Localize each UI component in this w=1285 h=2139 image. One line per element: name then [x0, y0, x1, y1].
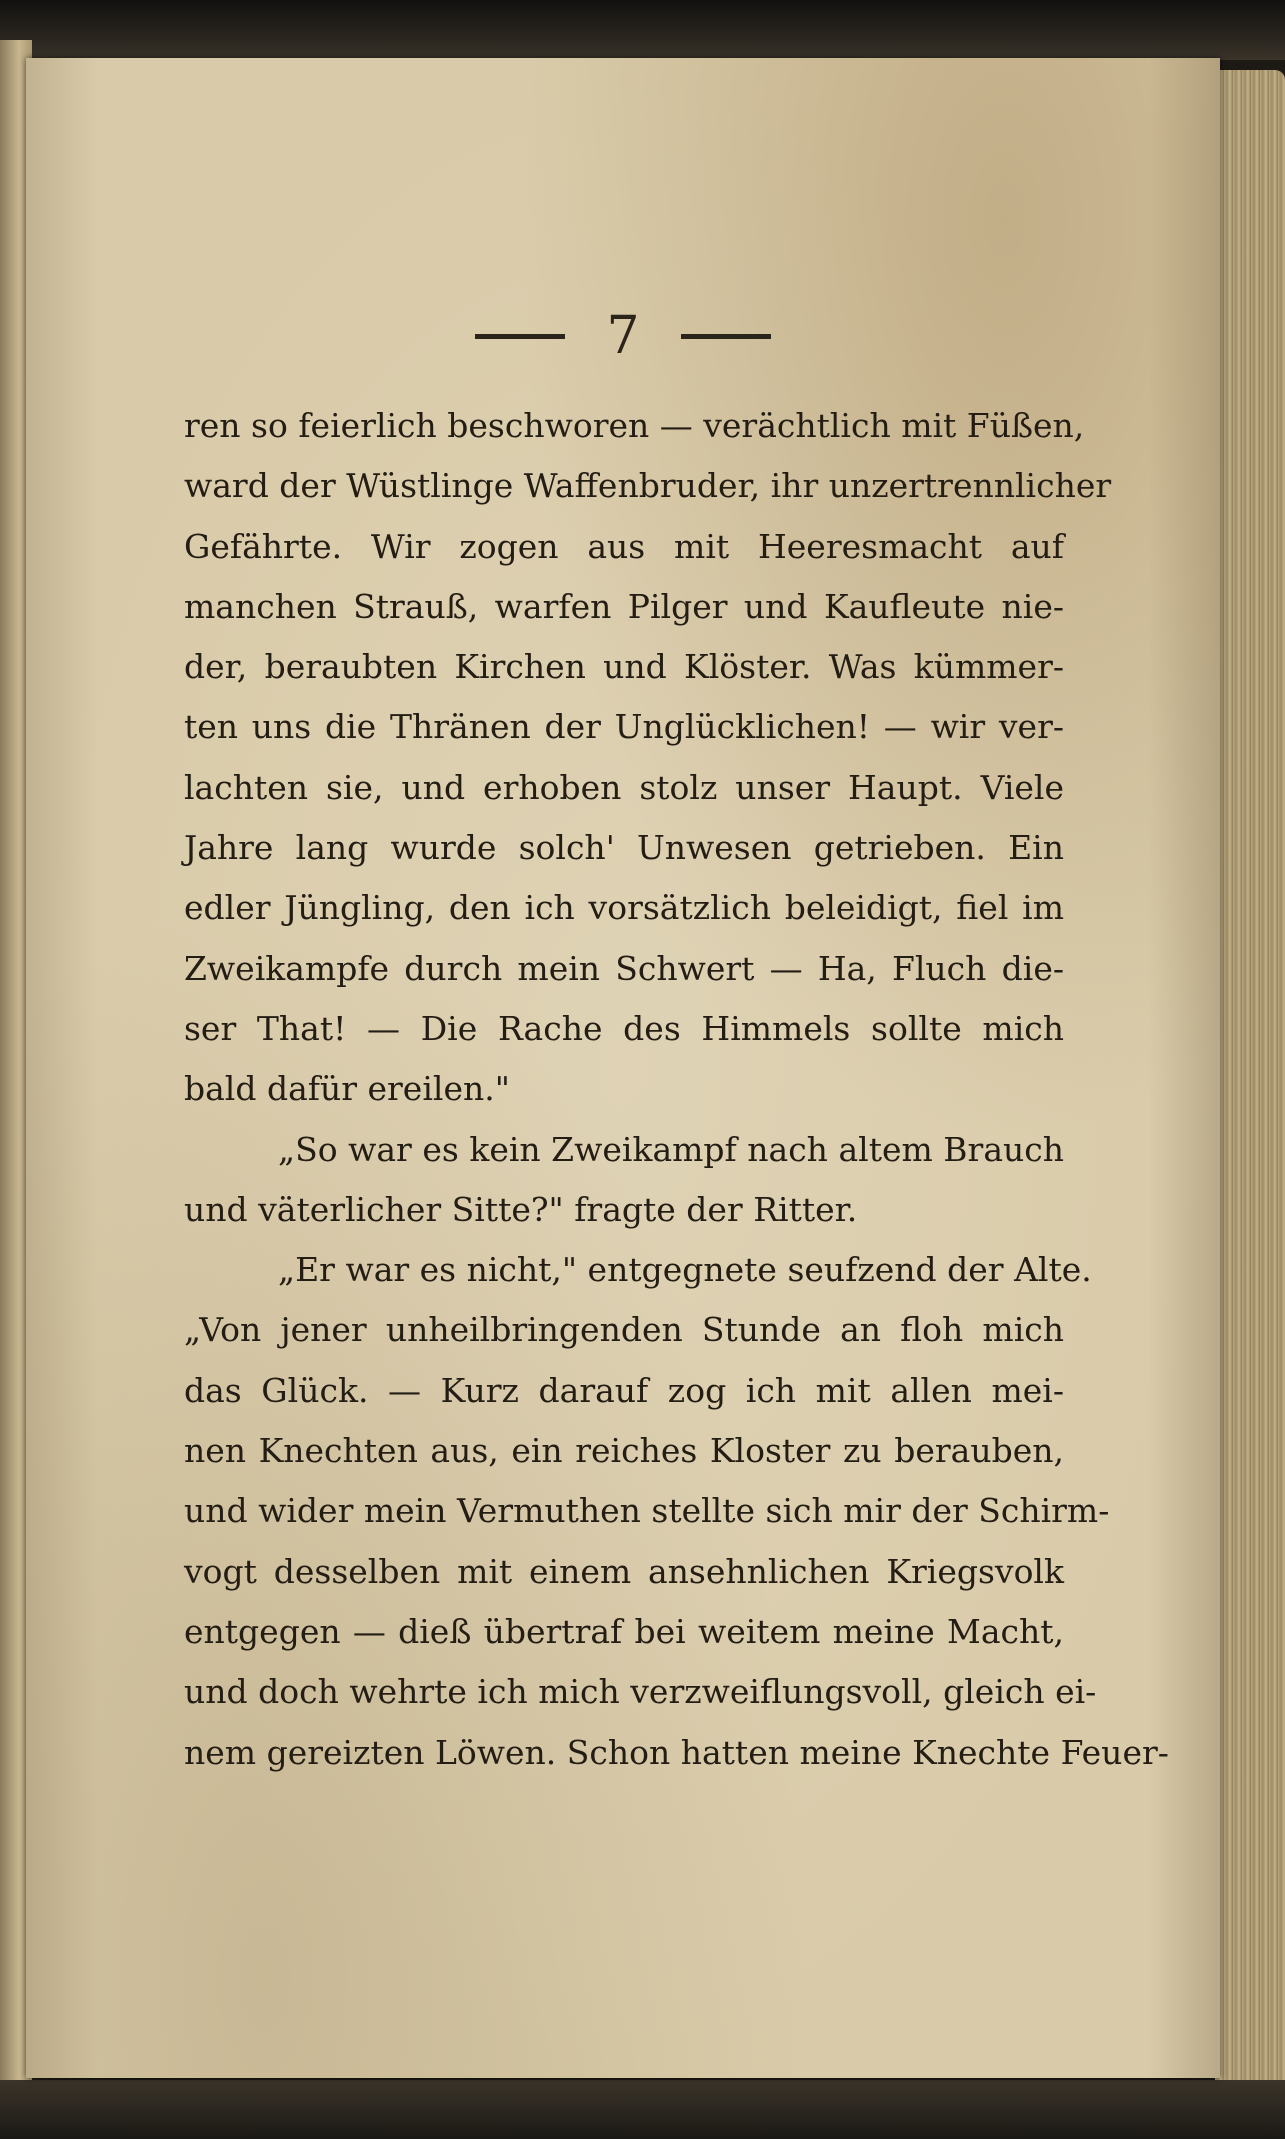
text-line: ren so feierlich beschworen — verächtlich mit Füßen, — [184, 406, 1085, 445]
page-fore-edges — [1215, 70, 1285, 2110]
header-dash-right — [681, 334, 771, 339]
text-line: manchen Strauß, warfen Pilger und Kaufleute nie- — [184, 586, 1064, 626]
book-page — [26, 58, 1220, 2078]
text-line: entgegen — dieß übertraf bei weitem meine Macht, — [184, 1611, 1064, 1651]
body-text — [184, 396, 1169, 1783]
text-line: nem gereizten Löwen. Schon hatten meine Knechte Feuer- — [184, 1732, 1169, 1772]
text-line: und väterlicher Sitte?" fragte der Ritter. — [184, 1189, 858, 1229]
running-header — [26, 306, 1220, 366]
page-number: 7 — [606, 306, 640, 366]
text-line: das Glück. — Kurz darauf zog ich mit allen mei- — [184, 1370, 1064, 1410]
text-line: „So war es kein Zweikampf nach altem Brauch — [278, 1129, 1064, 1169]
text-line: ward der Wüstlinge Waffenbruder, ihr unzertrennlicher — [184, 466, 1112, 506]
text-line: „Er war es nicht," entgegnete seufzend der Alte. — [278, 1250, 1092, 1290]
header-dash-left — [475, 334, 565, 339]
text-line: „Von jener unheilbringenden Stunde an floh mich — [184, 1310, 1064, 1350]
text-line: nen Knechten aus, ein reiches Kloster zu berauben, — [184, 1431, 1064, 1471]
text-line: der, beraubten Kirchen und Klöster. Was kümmer- — [184, 647, 1064, 687]
text-line: edler Jüngling, den ich vorsätzlich beleidigt, fiel im — [184, 888, 1064, 928]
scan-background-top — [0, 0, 1285, 60]
text-line: lachten sie, und erhoben stolz unser Haupt. Viele — [184, 767, 1064, 807]
text-line: bald dafür ereilen." — [184, 1069, 510, 1109]
text-line: vogt desselben mit einem ansehnlichen Kriegsvolk — [184, 1551, 1064, 1591]
text-line: ser That! — Die Rache des Himmels sollte mich — [184, 1008, 1064, 1048]
text-line: Gefährte. Wir zogen aus mit Heeresmacht auf — [184, 526, 1064, 566]
scan-background-bottom — [0, 2080, 1285, 2139]
text-line: ten uns die Thränen der Unglücklichen! — wir ver- — [184, 707, 1064, 747]
text-line: Zweikampfe durch mein Schwert — Ha, Fluch die- — [184, 948, 1064, 988]
text-line: Jahre lang wurde solch' Unwesen getrieben. Ein — [184, 828, 1064, 868]
text-line: und doch wehrte ich mich verzweiflungsvoll, gleich ei- — [184, 1672, 1097, 1712]
text-line: und wider mein Vermuthen stellte sich mir der Schirm- — [184, 1491, 1110, 1531]
